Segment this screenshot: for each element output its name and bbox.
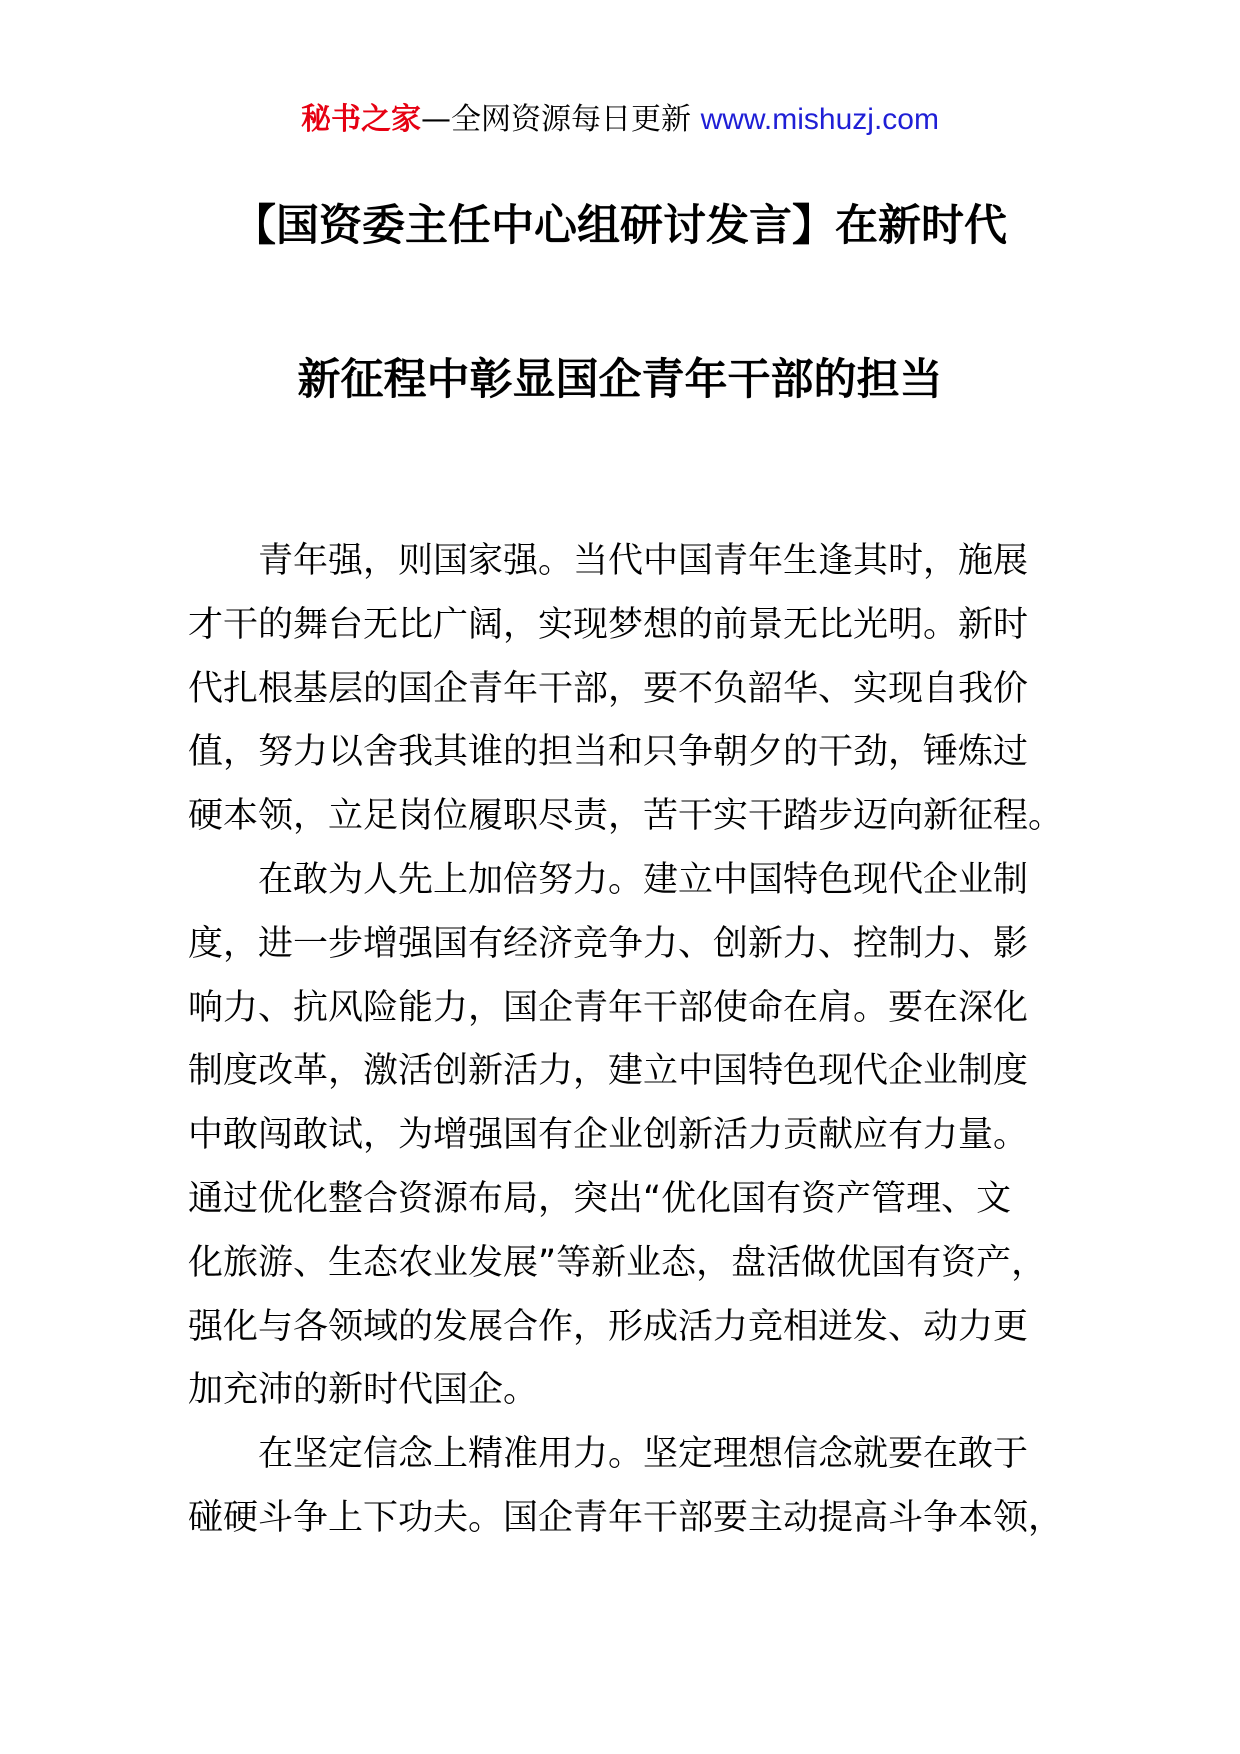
document-title-line-2: 新征程中彰显国企青年干部的担当 [297,355,943,405]
document-title-line-1: 【国资委主任中心组研讨发言】在新时代 [233,201,1007,251]
body-line: 碰硬斗争上下功夫。国企青年干部要主动提高斗争本领， [188,1497,1064,1538]
document-body [188,530,1064,1551]
body-line: 加充沛的新时代国企。 [188,1370,539,1411]
body-line: 值，努力以舍我其谁的担当和只争朝夕的干劲，锤炼过 [188,732,1029,773]
body-line: 在坚定信念上精准用力。坚定理想信念就要在敢于 [258,1434,1029,1475]
site-url-link[interactable]: www.mishuzj.com [700,103,939,136]
site-header [0,100,1240,140]
body-line: 青年强，则国家强。当代中国青年生逢其时，施展 [258,541,1029,581]
body-line: 才干的舞台无比广阔，实现梦想的前景无比光明。新时 [188,604,1029,645]
body-line: 制度改革，激活创新活力，建立中国特色现代企业制度 [188,1051,1029,1092]
body-line: 在敢为人先上加倍努力。建立中国特色现代企业制 [258,859,1029,900]
body-line: 度，进一步增强国有经济竞争力、创新力、控制力、影 [188,923,1029,964]
body-line: 响力、抗风险能力，国企青年干部使命在肩。要在深化 [188,987,1029,1028]
body-line: 代扎根基层的国企青年干部，要不负韶华、实现自我价 [188,668,1029,709]
body-line: 强化与各领域的发展合作，形成活力竞相迸发、动力更 [188,1306,1029,1347]
body-line: 化旅游、生态农业发展”等新业态，盘活做优国有资产， [188,1242,1047,1283]
body-line: 硬本领，立足岗位履职尽责，苦干实干踏步迈向新征程。 [188,796,1064,837]
site-brand: 秘书之家 [301,102,422,137]
site-tagline: —全网资源每日更新 [421,102,701,137]
body-line: 中敢闯敢试，为增强国有企业创新活力贡献应有力量。 [188,1115,1029,1156]
body-line: 通过优化整合资源布局，突出“优化国有资产管理、文 [188,1178,1012,1219]
